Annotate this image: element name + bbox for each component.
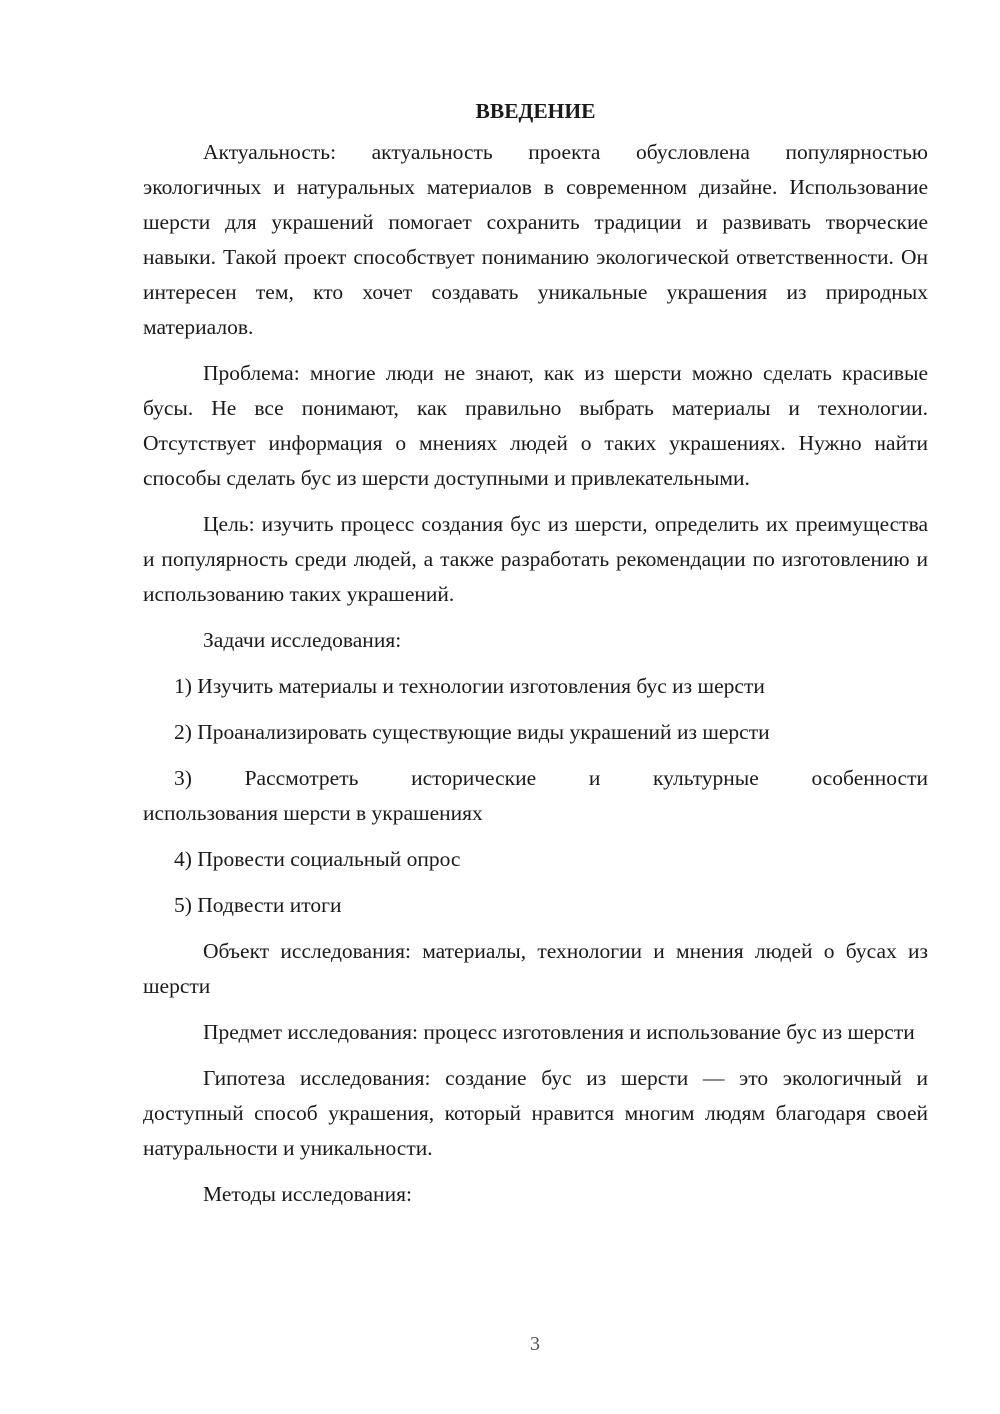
section-heading: ВВЕДЕНИЕ <box>475 99 596 123</box>
task-item-2: 2) Проанализировать существующие виды украшений из шерсти <box>174 720 770 744</box>
relevance-paragraph: Актуальность: актуальность проекта обусловлена популярностью экологичных и натуральных материалов в современном дизайне. Использование шерсти для украшений помогает сохранить традиции и развивать творческие навыки. Такой проект способствует пониманию экологической ответственности. Он интересен тем, кто хочет создавать уникальные украшения из природных материалов. <box>143 140 928 339</box>
problem-paragraph: Проблема: многие люди не знают, как из шерсти можно сделать красивые бусы. Не все понимают, как правильно выбрать материалы и технологии. Отсутствует информация о мнениях людей о таких украшениях. Нужно найти способы сделать бус из шерсти доступными и привлекательными. <box>143 361 928 490</box>
task-item-5: 5) Подвести итоги <box>174 893 342 917</box>
page-number: 3 <box>530 1333 540 1355</box>
subject-paragraph: Предмет исследования: процесс изготовления и использование бус из шерсти <box>203 1020 915 1044</box>
methods-title: Методы исследования: <box>203 1182 412 1206</box>
task-item-4: 4) Провести социальный опрос <box>174 847 461 871</box>
task-item-3-line-2: использования шерсти в украшениях <box>143 801 483 825</box>
goal-paragraph: Цель: изучить процесс создания бус из шерсти, определить их преимущества и популярность среди людей, а также разработать рекомендации по изготовлению и использованию таких украшений. <box>143 512 928 606</box>
task-item-3-line-1: 3) Рассмотреть исторические и культурные особенности <box>174 766 928 790</box>
task-item-1: 1) Изучить материалы и технологии изготовления бус из шерсти <box>174 674 765 698</box>
task-item-3 <box>143 761 928 831</box>
tasks-title: Задачи исследования: <box>203 628 402 652</box>
object-paragraph: Объект исследования: материалы, технологии и мнения людей о бусах из шерсти <box>143 939 928 998</box>
document-page <box>143 96 928 1223</box>
hypothesis-paragraph: Гипотеза исследования: создание бус из шерсти — это экологичный и доступный способ украшения, который нравится многим людям благодаря своей натуральности и уникальности. <box>143 1066 928 1160</box>
